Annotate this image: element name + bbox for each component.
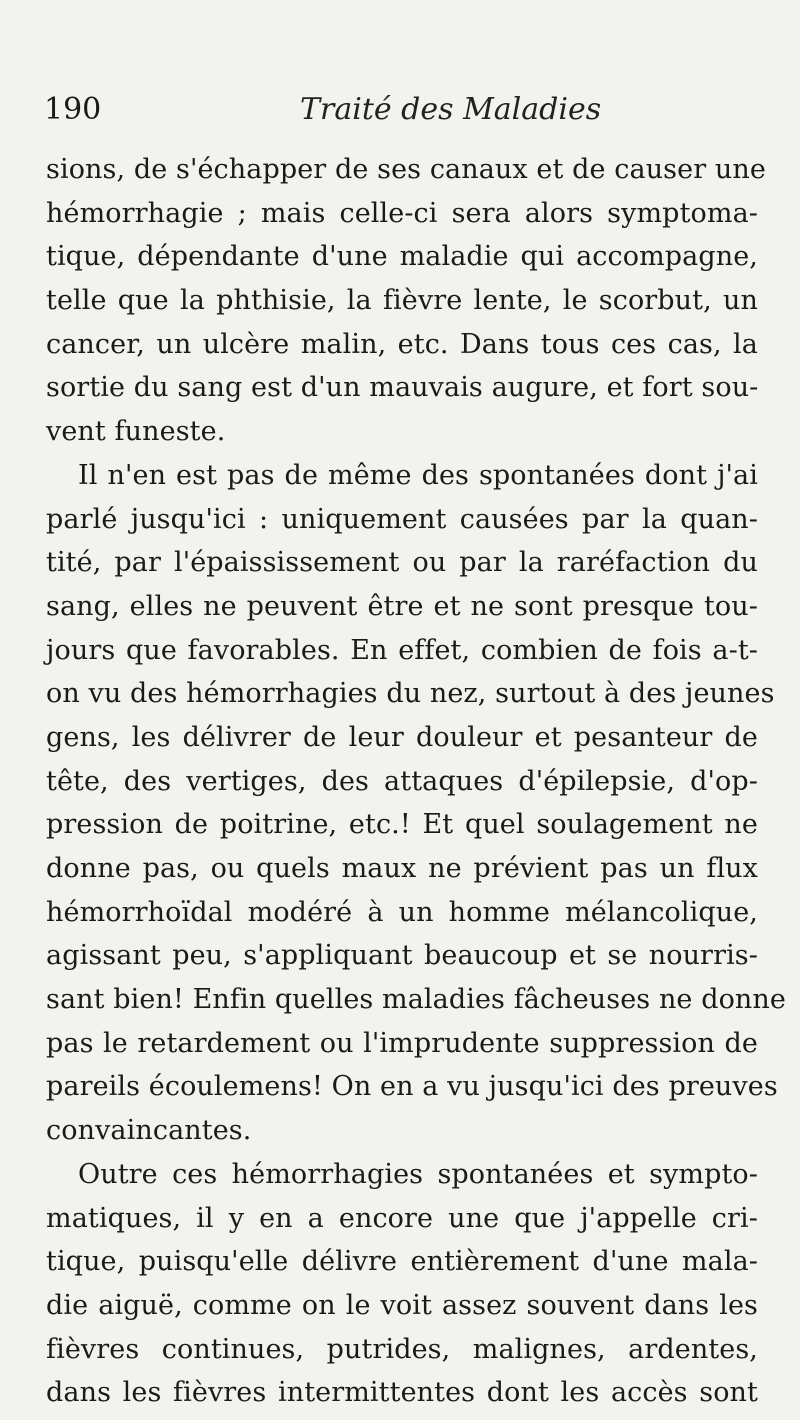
text-line: pas le retardement ou l'imprudente suppression de xyxy=(46,1027,758,1059)
text-line: hémorrhoïdal modéré à un homme mélancolique, xyxy=(46,896,758,928)
body-text xyxy=(46,148,786,1415)
text-line: pression de poitrine, etc.! Et quel soulagement ne xyxy=(46,809,758,841)
text-line: donne pas, ou quels maux ne prévient pas un flux xyxy=(46,853,758,884)
text-line: jours que favorables. En effet, combien de fois a-t- xyxy=(46,634,758,666)
text-line: die aiguë, comme on le voit assez souvent dans les xyxy=(46,1289,758,1321)
text-line: gens, les délivrer de leur douleur et pesanteur de xyxy=(46,721,758,753)
text-line: pareils écoulemens! On en a vu jusqu'ici des preuves xyxy=(46,1071,778,1103)
page-number: 190 xyxy=(44,92,102,127)
text-line: tique, dépendante d'une maladie qui accompagne, xyxy=(46,241,758,273)
paragraph-start: Il n'en est pas de même des spontanées dont j'ai xyxy=(78,459,758,491)
text-line: dans les fièvres intermittentes dont les accès sont xyxy=(46,1377,758,1409)
text-line: hémorrhagie ; mais celle-ci sera alors symptoma- xyxy=(46,197,758,229)
text-line: cancer, un ulcère malin, etc. Dans tous ces cas, la xyxy=(46,328,758,360)
text-line: tité, par l'épaississement ou par la raréfaction du xyxy=(46,547,758,579)
text-line: sant bien! Enfin quelles maladies fâcheuses ne donne xyxy=(46,984,786,1016)
text-line: convaincantes. xyxy=(46,1115,252,1147)
text-line: tête, des vertiges, des attaques d'épilepsie, d'op- xyxy=(46,765,758,797)
paragraph-start: Outre ces hémorrhagies spontanées et sympto- xyxy=(78,1158,758,1190)
text-line: matiques, il y en a encore une que j'appelle cri- xyxy=(46,1202,758,1234)
text-line: sang, elles ne peuvent être et ne sont presque tou- xyxy=(46,590,758,622)
text-line: sions, de s'échapper de ses canaux et de causer une xyxy=(46,154,766,185)
text-line: tique, puisqu'elle délivre entièrement d'une mala- xyxy=(46,1246,758,1278)
text-line: sortie du sang est d'un mauvais augure, et fort sou- xyxy=(46,372,759,404)
text-line: on vu des hémorrhagies du nez, surtout à des jeunes xyxy=(46,678,775,710)
text-line: vent funeste. xyxy=(46,416,226,448)
text-line: fièvres continues, putrides, malignes, ardentes, xyxy=(46,1333,758,1365)
running-title: Traité des Maladies xyxy=(300,92,602,127)
text-line: telle que la phthisie, la fièvre lente, le scorbut, un xyxy=(46,285,758,317)
page-header xyxy=(44,88,764,132)
text-line: parlé jusqu'ici : uniquement causées par la quan- xyxy=(46,503,758,535)
text-line: agissant peu, s'appliquant beaucoup et se nourris- xyxy=(46,940,758,972)
